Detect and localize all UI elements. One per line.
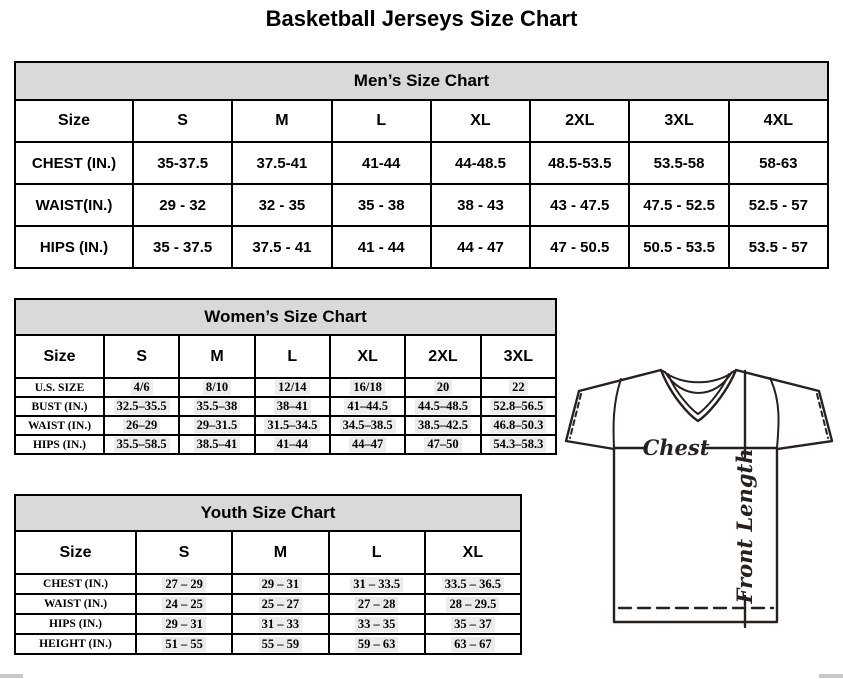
mens-value-cell: 47 - 50.5	[530, 226, 629, 268]
mens-value-cell: 44 - 47	[431, 226, 530, 268]
mens-row-label-cell: HIPS (IN.)	[15, 226, 133, 268]
mens-value-cell: 53.5-58	[629, 142, 728, 184]
womens-value-highlight: 35.5–38	[194, 399, 241, 414]
youth-value-highlight: 51 – 55	[162, 637, 206, 652]
mens-size-column-header: 3XL	[629, 100, 728, 142]
youth-size-column-header: S	[136, 531, 232, 574]
youth-measurement-row	[15, 614, 521, 634]
scrollbar-fragment-right	[819, 674, 843, 678]
youth-row-label-cell: CHEST (IN.)	[15, 574, 136, 594]
mens-value-cell: 53.5 - 57	[729, 226, 828, 268]
womens-value-cell	[330, 378, 405, 397]
womens-value-highlight: 35.5–58.5	[114, 437, 170, 452]
womens-value-cell	[330, 435, 405, 454]
youth-value-cell	[329, 614, 425, 634]
womens-value-cell	[255, 378, 330, 397]
womens-value-cell	[405, 397, 480, 416]
womens-value-highlight: 38.5–42.5	[415, 418, 471, 433]
mens-size-label-cell: Size	[15, 100, 133, 142]
youth-value-highlight: 31 – 33.5	[350, 577, 403, 592]
womens-value-cell	[481, 435, 556, 454]
womens-value-highlight: 32.5–35.5	[114, 399, 170, 414]
mens-value-cell: 29 - 32	[133, 184, 232, 226]
youth-value-highlight: 63 – 67	[451, 637, 495, 652]
womens-value-cell	[481, 378, 556, 397]
youth-measurement-row	[15, 634, 521, 654]
mens-value-cell: 48.5-53.5	[530, 142, 629, 184]
womens-size-table	[14, 298, 557, 455]
womens-value-cell	[179, 435, 254, 454]
womens-value-cell	[179, 416, 254, 435]
mens-value-cell: 35 - 37.5	[133, 226, 232, 268]
womens-size-column-header: XL	[330, 335, 405, 378]
womens-measurement-row	[15, 416, 556, 435]
mens-measurement-row	[15, 184, 828, 226]
womens-value-cell	[255, 416, 330, 435]
womens-value-highlight: 8/10	[203, 380, 231, 395]
womens-value-cell	[255, 397, 330, 416]
mens-value-cell: 44-48.5	[431, 142, 530, 184]
womens-row-label-cell: HIPS (IN.)	[15, 435, 104, 454]
womens-value-highlight: 4/6	[131, 380, 153, 395]
womens-measurement-row	[15, 435, 556, 454]
womens-value-cell	[330, 416, 405, 435]
womens-row-label-cell: WAIST (IN.)	[15, 416, 104, 435]
youth-value-cell	[232, 634, 328, 654]
womens-value-highlight: 26–29	[123, 418, 160, 433]
youth-value-highlight: 33 – 35	[355, 617, 399, 632]
chest-label: Chest	[642, 435, 710, 460]
mens-row-label-cell: WAIST(IN.)	[15, 184, 133, 226]
womens-value-highlight: 47–50	[424, 437, 461, 452]
mens-value-cell: 41-44	[332, 142, 431, 184]
womens-value-highlight: 52.8–56.5	[490, 399, 546, 414]
youth-row-label-cell: WAIST (IN.)	[15, 594, 136, 614]
front-length-label: Front Length	[732, 448, 757, 604]
youth-value-highlight: 31 – 33	[259, 617, 303, 632]
womens-measurement-row	[15, 397, 556, 416]
scrollbar-fragment-left	[0, 674, 23, 678]
mens-value-cell: 35 - 38	[332, 184, 431, 226]
mens-row-label-cell: CHEST (IN.)	[15, 142, 133, 184]
womens-size-column-header: M	[179, 335, 254, 378]
mens-size-table	[14, 61, 829, 269]
womens-value-highlight: 44.5–48.5	[415, 399, 471, 414]
youth-value-cell	[329, 594, 425, 614]
youth-value-cell	[136, 634, 232, 654]
youth-table-title: Youth Size Chart	[15, 495, 521, 531]
mens-size-column-header: L	[332, 100, 431, 142]
womens-size-column-header: 2XL	[405, 335, 480, 378]
mens-size-column-header: M	[232, 100, 331, 142]
youth-size-column-header: M	[232, 531, 328, 574]
mens-size-column-header: XL	[431, 100, 530, 142]
youth-value-highlight: 28 – 29.5	[446, 597, 499, 612]
mens-value-cell: 38 - 43	[431, 184, 530, 226]
youth-value-cell	[425, 614, 521, 634]
youth-value-highlight: 33.5 – 36.5	[442, 577, 504, 592]
womens-value-cell	[104, 416, 179, 435]
mens-value-cell: 43 - 47.5	[530, 184, 629, 226]
womens-value-cell	[481, 416, 556, 435]
womens-value-cell	[481, 397, 556, 416]
youth-value-cell	[329, 574, 425, 594]
womens-value-highlight: 38.5–41	[194, 437, 241, 452]
youth-value-cell	[136, 614, 232, 634]
womens-value-highlight: 54.3–58.3	[490, 437, 546, 452]
mens-value-cell: 47.5 - 52.5	[629, 184, 728, 226]
womens-value-highlight: 20	[434, 380, 453, 395]
youth-value-cell	[136, 594, 232, 614]
womens-value-cell	[405, 416, 480, 435]
womens-value-cell	[405, 435, 480, 454]
womens-value-highlight: 38–41	[274, 399, 311, 414]
youth-value-highlight: 27 – 29	[162, 577, 206, 592]
youth-value-highlight: 55 – 59	[259, 637, 303, 652]
youth-value-cell	[232, 594, 328, 614]
mens-measurement-row	[15, 226, 828, 268]
mens-value-cell: 37.5 - 41	[232, 226, 331, 268]
youth-value-highlight: 29 – 31	[259, 577, 303, 592]
womens-value-cell	[179, 397, 254, 416]
youth-value-cell	[232, 574, 328, 594]
youth-measurement-row	[15, 574, 521, 594]
youth-value-highlight: 35 – 37	[451, 617, 495, 632]
mens-value-cell: 52.5 - 57	[729, 184, 828, 226]
womens-value-cell	[104, 435, 179, 454]
womens-value-cell	[330, 397, 405, 416]
mens-value-cell: 32 - 35	[232, 184, 331, 226]
youth-value-highlight: 59 – 63	[355, 637, 399, 652]
youth-size-label-cell: Size	[15, 531, 136, 574]
youth-value-highlight: 29 – 31	[162, 617, 206, 632]
womens-value-cell	[104, 397, 179, 416]
womens-value-highlight: 16/18	[350, 380, 384, 395]
youth-value-cell	[425, 634, 521, 654]
youth-value-highlight: 24 – 25	[162, 597, 206, 612]
youth-value-highlight: 25 – 27	[259, 597, 303, 612]
youth-row-label-cell: HIPS (IN.)	[15, 614, 136, 634]
womens-value-cell	[255, 435, 330, 454]
womens-value-highlight: 12/14	[275, 380, 309, 395]
mens-value-cell: 58-63	[729, 142, 828, 184]
youth-value-cell	[425, 594, 521, 614]
youth-size-column-header: XL	[425, 531, 521, 574]
womens-size-column-header: S	[104, 335, 179, 378]
mens-size-column-header: 2XL	[530, 100, 629, 142]
youth-value-cell	[136, 574, 232, 594]
youth-value-cell	[425, 574, 521, 594]
mens-value-cell: 50.5 - 53.5	[629, 226, 728, 268]
youth-value-cell	[232, 614, 328, 634]
mens-table-title: Men’s Size Chart	[15, 62, 828, 100]
womens-size-column-header: 3XL	[481, 335, 556, 378]
womens-value-highlight: 41–44.5	[344, 399, 391, 414]
womens-value-highlight: 22	[509, 380, 528, 395]
mens-value-cell: 35-37.5	[133, 142, 232, 184]
womens-measurement-row	[15, 378, 556, 397]
jersey-measurement-diagram	[555, 358, 843, 670]
womens-table-title: Women’s Size Chart	[15, 299, 556, 335]
womens-value-highlight: 31.5–34.5	[264, 418, 320, 433]
youth-row-label-cell: HEIGHT (IN.)	[15, 634, 136, 654]
youth-value-cell	[329, 634, 425, 654]
womens-value-highlight: 44–47	[349, 437, 386, 452]
mens-value-cell: 37.5-41	[232, 142, 331, 184]
mens-measurement-row	[15, 142, 828, 184]
womens-value-highlight: 29–31.5	[194, 418, 241, 433]
mens-size-column-header: 4XL	[729, 100, 828, 142]
womens-value-cell	[179, 378, 254, 397]
womens-value-cell	[104, 378, 179, 397]
mens-value-cell: 41 - 44	[332, 226, 431, 268]
mens-size-column-header: S	[133, 100, 232, 142]
womens-value-highlight: 46.8–50.3	[490, 418, 546, 433]
womens-row-label-cell: U.S. SIZE	[15, 378, 104, 397]
womens-value-cell	[405, 378, 480, 397]
womens-size-label-cell: Size	[15, 335, 104, 378]
womens-value-highlight: 34.5–38.5	[340, 418, 396, 433]
womens-size-column-header: L	[255, 335, 330, 378]
youth-value-highlight: 27 – 28	[355, 597, 399, 612]
youth-measurement-row	[15, 594, 521, 614]
womens-value-highlight: 41–44	[274, 437, 311, 452]
jersey-outline	[566, 370, 832, 622]
youth-size-table	[14, 494, 522, 655]
womens-row-label-cell: BUST (IN.)	[15, 397, 104, 416]
youth-size-column-header: L	[329, 531, 425, 574]
page-title: Basketball Jerseys Size Chart	[265, 6, 578, 31]
